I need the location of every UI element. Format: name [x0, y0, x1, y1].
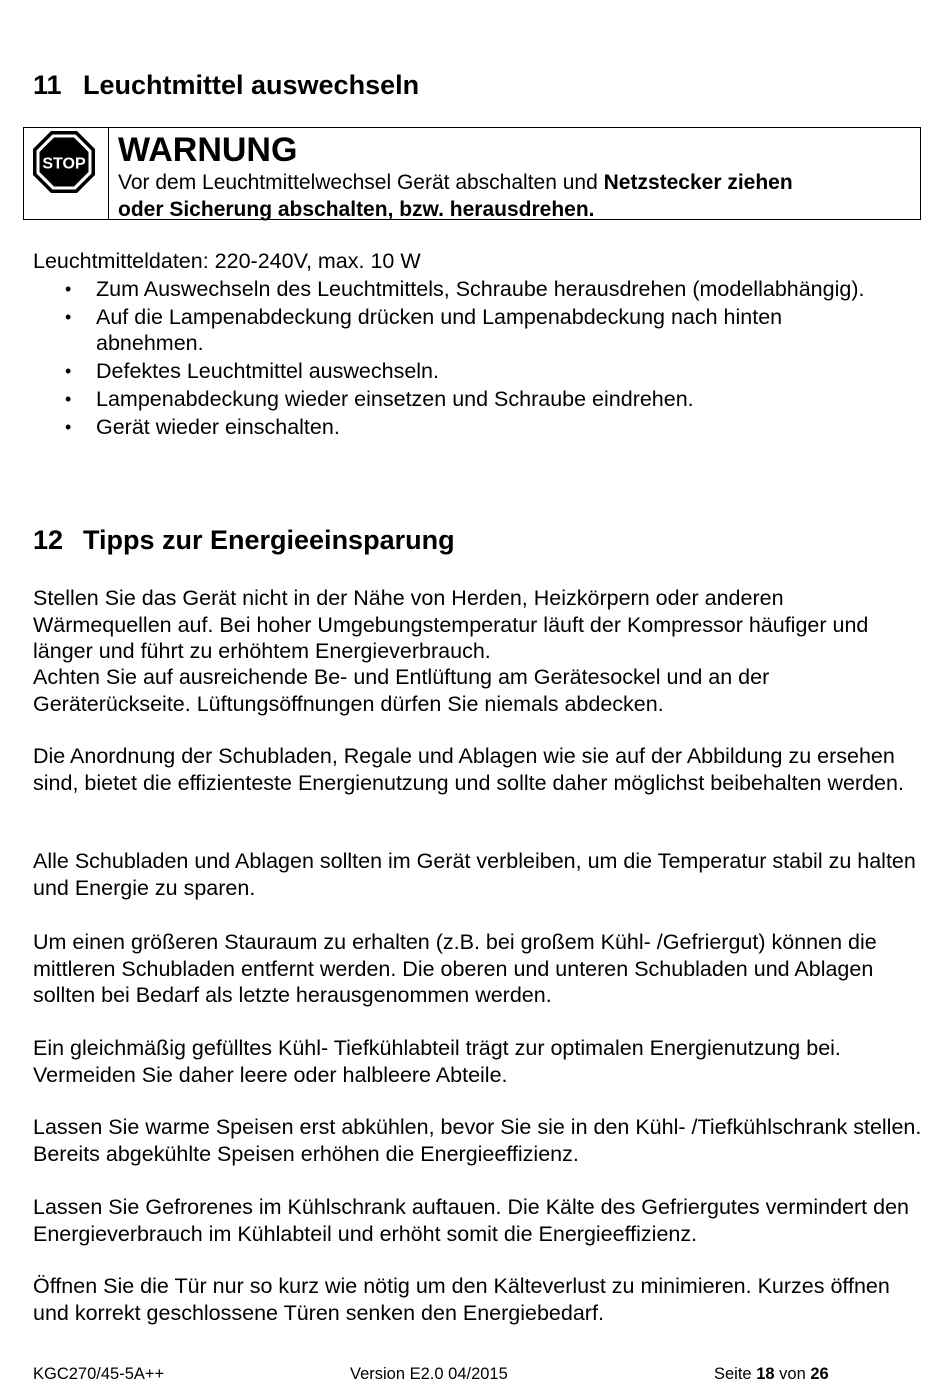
bullet-icon: • [65, 279, 72, 299]
warning-icon-cell [24, 128, 109, 219]
paragraph: Alle Schubladen und Ablagen sollten im Gerät verbleiben, um die Temperatur stabil zu halten und Energie zu sparen. [33, 849, 916, 900]
list-item: • Gerät wieder einschalten. [65, 415, 340, 440]
paragraph: Ein gleichmäßig gefülltes Kühl- Tiefkühlabteil trägt zur optimalen Energienutzung bei. Vermeiden Sie daher leere oder halbleere Abteile. [33, 1036, 841, 1087]
paragraph: Um einen größeren Stauraum zu erhalten (z.B. bei großem Kühl- /Gefriergut) können die mittleren Schubladen entfernt werden. Die oberen und unteren Schubladen und Ablagen sollten bei Bedarf als letzte herausgenommen werden. [33, 930, 877, 1008]
warning-box [23, 127, 921, 220]
bullet-icon: • [65, 306, 72, 327]
paragraph: Lassen Sie warme Speisen erst abkühlen, bevor Sie sie in den Kühl- /Tiefkühlschrank stellen. Bereits abgekühlte Speisen erhöhen die Energieeffizienz. [33, 1115, 922, 1166]
warning-title: WARNUNG [118, 131, 298, 169]
footer-page-number: Seite 18 von 26 [714, 1365, 829, 1383]
paragraph: Öffnen Sie die Tür nur so kurz wie nötig um den Kälteverlust zu minimieren. Kurzes öffnen und korrekt geschlossene Türen senken den Energiebedarf. [33, 1274, 890, 1325]
warning-text: Vor dem Leuchtmittelwechsel Gerät abschalten und Netzstecker ziehen oder Sicherung abschalten, bzw. herausdrehen. [118, 171, 793, 221]
stop-sign-icon [32, 130, 96, 194]
list-item: • Zum Auswechseln des Leuchtmittels, Schraube herausdrehen (modellabhängig). [65, 277, 865, 301]
lamp-data: Leuchtmitteldaten: 220-240V, max. 10 W [33, 249, 421, 273]
paragraph: Die Anordnung der Schubladen, Regale und Ablagen wie sie auf der Abbildung zu ersehen sind, bietet die effizienteste Energienutzung und sollte daher möglichst beibehalten werden. [33, 744, 904, 795]
footer-version: Version E2.0 04/2015 [350, 1365, 508, 1383]
svg-text:STOP: STOP [42, 155, 86, 173]
bullet-icon: • [65, 417, 72, 438]
section-12-heading: 12 Tipps zur Energieeinsparung [33, 525, 455, 555]
paragraph: Achten Sie auf ausreichende Be- und Entlüftung am Gerätesockel und an der Geräterückseite. Lüftungsöffnungen dürfen Sie niemals abdecken. [33, 665, 770, 716]
bullet-list [33, 276, 893, 442]
list-item: • Auf die Lampenabdeckung drücken und Lampenabdeckung nach hinten abnehmen. [65, 304, 783, 356]
list-item: • Lampenabdeckung wieder einsetzen und Schraube eindrehen. [65, 387, 694, 412]
list-item: • Defektes Leuchtmittel auswechseln. [65, 359, 439, 384]
section-11-heading: 11 Leuchtmittel auswechseln [33, 70, 420, 100]
bullet-icon: • [65, 361, 72, 382]
footer-model: KGC270/45-5A++ [33, 1365, 165, 1383]
bullet-icon: • [65, 389, 72, 410]
paragraph: Lassen Sie Gefrorenes im Kühlschrank auftauen. Die Kälte des Gefriergutes vermindert den Energieverbrauch im Kühlabteil und erhöht somit die Energieeffizienz. [33, 1195, 909, 1246]
paragraph: Stellen Sie das Gerät nicht in der Nähe von Herden, Heizkörpern oder anderen Wärmequellen auf. Bei hoher Umgebungstemperatur läuft der Kompressor häufiger und länger und führt zu erhöhtem Energieverbrauch. [33, 586, 869, 664]
